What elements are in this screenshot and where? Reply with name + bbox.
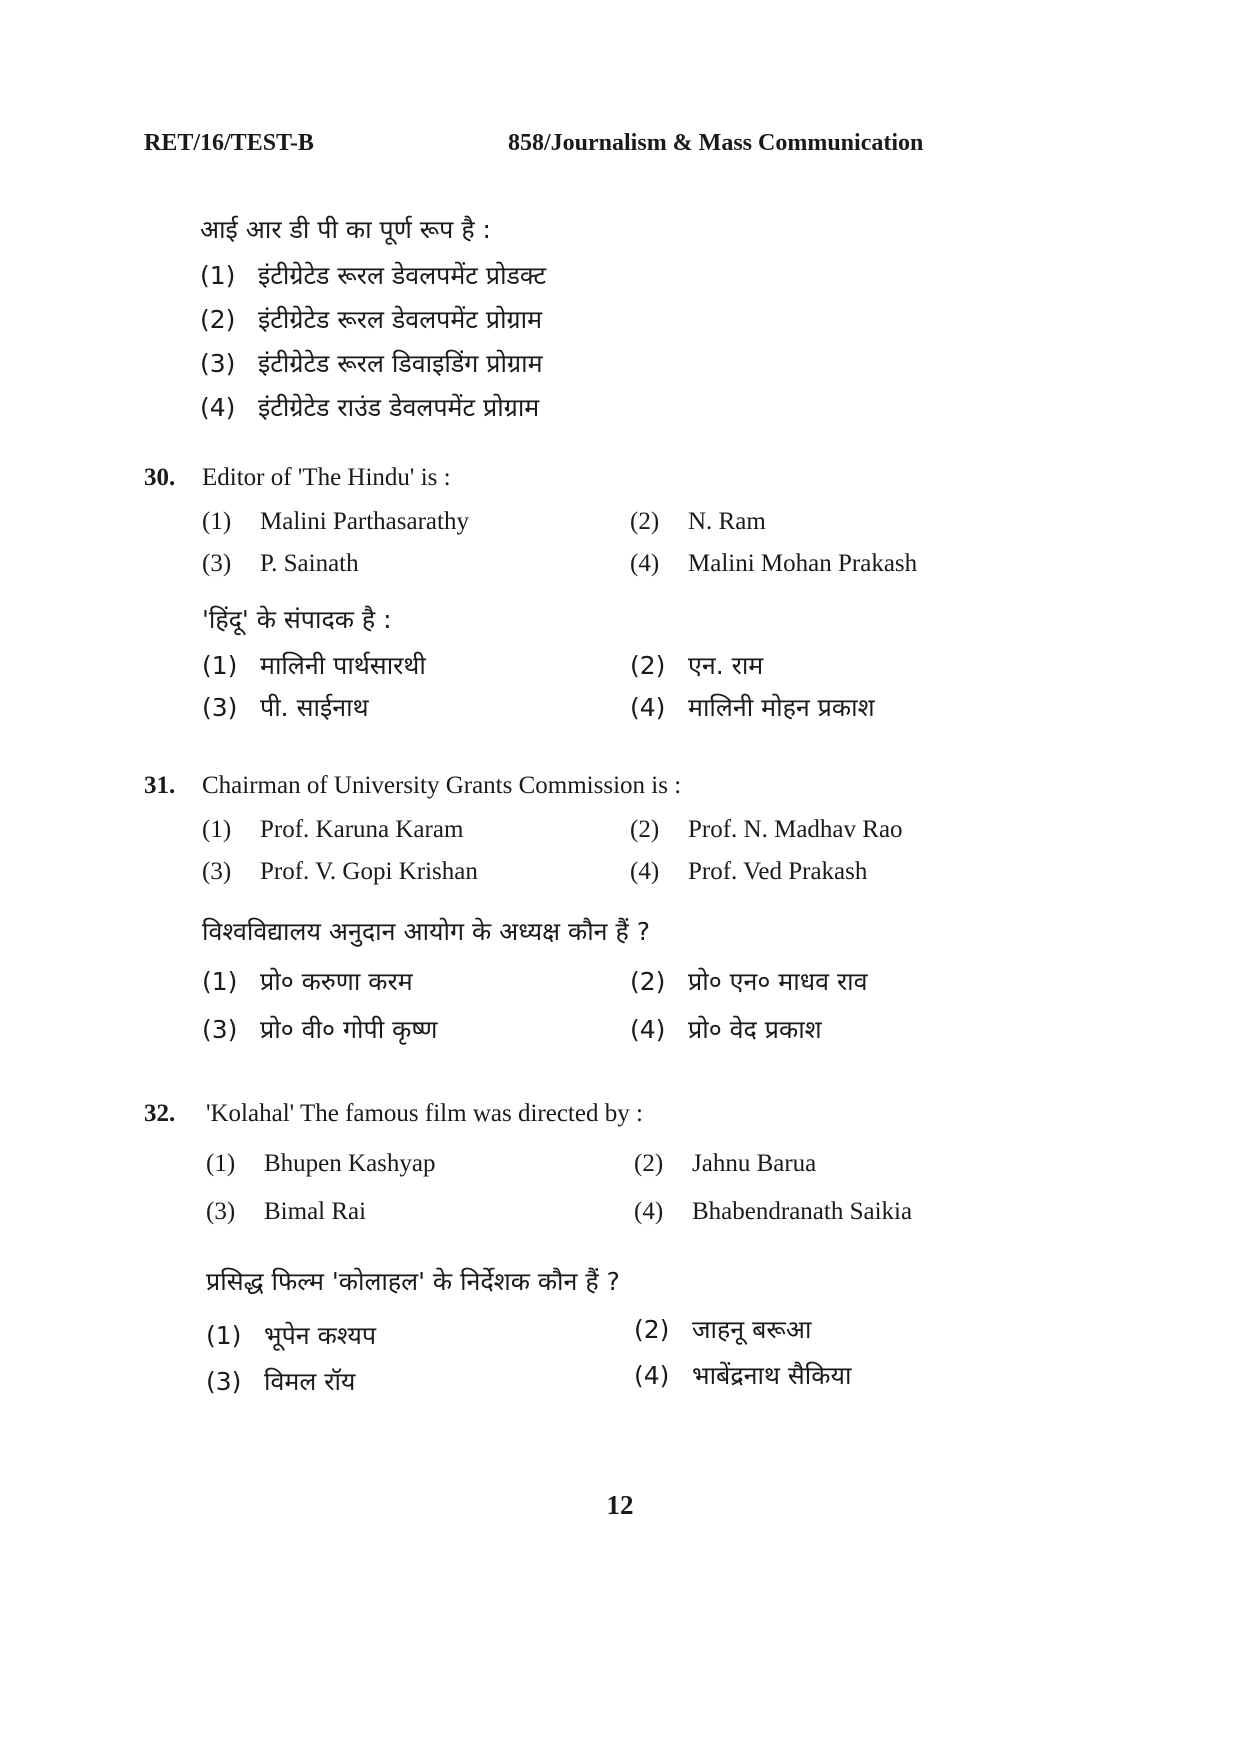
q30-hindi-option-1: (1) मालिनी पार्थसारथी xyxy=(202,651,426,680)
header-subject: 858/Journalism & Mass Communication xyxy=(508,130,924,156)
q31-hindi-question: विश्वविद्यालय अनुदान आयोग के अध्यक्ष कौन हैं ? xyxy=(202,917,650,946)
q30-option-1: (1) Malini Parthasarathy xyxy=(202,508,469,535)
q31-hindi-option-3: (3) प्रो० वी० गोपी कृष्ण xyxy=(202,1015,438,1044)
question-32 xyxy=(144,1100,1140,1420)
q30-option-3: (3) P. Sainath xyxy=(202,550,359,577)
q29-hindi-question: आई आर डी पी का पूर्ण रूप है : xyxy=(200,215,491,244)
q30-hindi-option-2: (2) एन. राम xyxy=(630,651,764,680)
q29-hindi-option-2: (2) इंटीग्रेटेड रूरल डेवलपमेंट प्रोग्राम xyxy=(200,305,543,334)
q32-option-2: (2) Jahnu Barua xyxy=(634,1150,817,1177)
question-30 xyxy=(144,464,1140,734)
page-number: 12 xyxy=(606,1490,634,1520)
q31-number: 31. xyxy=(144,772,176,799)
q29-hindi-option-1: (1) इंटीग्रेटेड रूरल डेवलपमेंट प्रोडक्ट xyxy=(200,261,547,290)
q32-hindi-option-1: (1) भूपेन कश्यप xyxy=(206,1321,377,1350)
q32-option-1: (1) Bhupen Kashyap xyxy=(206,1150,436,1177)
q32-hindi-question: प्रसिद्ध फिल्म 'कोलाहल' के निर्देशक कौन हैं ? xyxy=(206,1267,620,1296)
q30-hindi-question: 'हिंदू' के संपादक है : xyxy=(202,605,392,634)
q30-hindi-option-4: (4) मालिनी मोहन प्रकाश xyxy=(630,693,875,722)
q30-option-4: (4) Malini Mohan Prakash xyxy=(630,550,918,577)
q29-hindi-option-4: (4) इंटीग्रेटेड राउंड डेवलपमेंट प्रोग्राम xyxy=(200,393,540,422)
q30-question: Editor of 'The Hindu' is : xyxy=(202,464,451,491)
q31-hindi-option-1: (1) प्रो० करुणा करम xyxy=(202,967,413,996)
question-31 xyxy=(144,772,1140,1052)
q30-number: 30. xyxy=(144,464,176,491)
q31-hindi-option-4: (4) प्रो० वेद प्रकाश xyxy=(630,1015,822,1044)
q30-option-2: (2) N. Ram xyxy=(630,508,766,535)
header-code: RET/16/TEST-B xyxy=(144,130,314,156)
q32-question: 'Kolahal' The famous film was directed by : xyxy=(206,1100,643,1127)
q31-hindi-option-2: (2) प्रो० एन० माधव राव xyxy=(630,967,868,996)
q32-option-3: (3) Bimal Rai xyxy=(206,1198,367,1225)
q31-question: Chairman of University Grants Commission is : xyxy=(202,772,682,799)
q31-option-4: (4) Prof. Ved Prakash xyxy=(630,858,868,885)
q31-option-3: (3) Prof. V. Gopi Krishan xyxy=(202,858,478,885)
q31-option-2: (2) Prof. N. Madhav Rao xyxy=(630,816,903,843)
q32-hindi-option-4: (4) भाबेंद्रनाथ सैकिया xyxy=(634,1361,852,1390)
q32-option-4: (4) Bhabendranath Saikia xyxy=(634,1198,913,1225)
q32-number: 32. xyxy=(144,1100,176,1127)
question-29-hindi xyxy=(144,208,1140,438)
q30-hindi-option-3: (3) पी. साईनाथ xyxy=(202,693,369,722)
q32-hindi-option-3: (3) विमल रॉय xyxy=(206,1367,356,1396)
q31-option-1: (1) Prof. Karuna Karam xyxy=(202,816,464,843)
q32-hindi-option-2: (2) जाहनू बरूआ xyxy=(634,1315,812,1344)
q29-hindi-option-3: (3) इंटीग्रेटेड रूरल डिवाइडिंग प्रोग्राम xyxy=(200,349,543,378)
